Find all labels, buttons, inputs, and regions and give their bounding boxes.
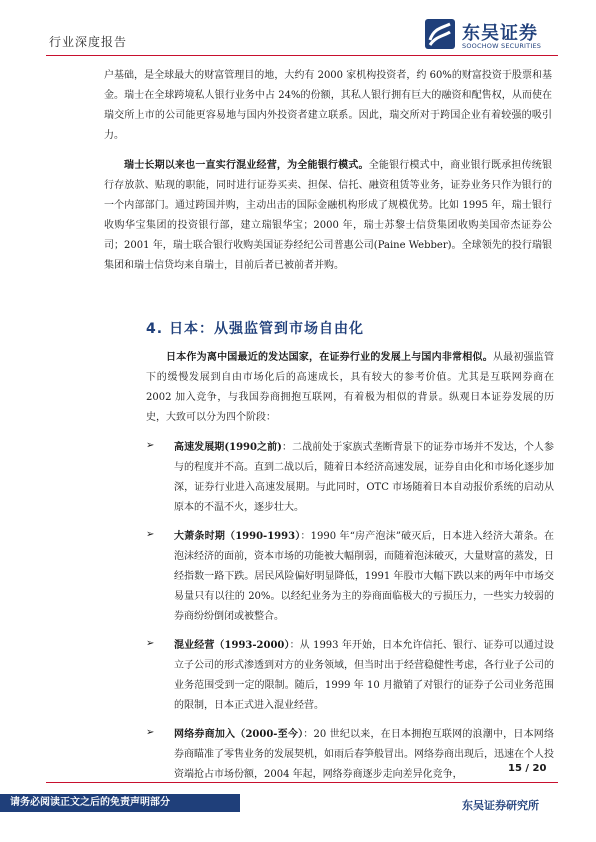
stage-description: ：二战前处于家族式垄断背景下的证券市场并不发达，个人参与的程度并不高。直到二战以后，随着日本经济高速发展，证券自由化和市场化逐步加深，证券行业进入高速发展期。与此同时，OTC 市场随着日本自动报价系统的启动从原本的不温不火，逐步壮大。: [174, 442, 555, 513]
intro-paragraph-2: [104, 156, 552, 276]
page-number: 15 / 20: [508, 763, 547, 774]
disclaimer-banner: 请务必阅读正文之后的免责声明部分: [0, 794, 240, 812]
stage-description: ：20 世纪以来，在日本拥抱互联网的浪潮中，日本网络券商瞄准了零售业务的发展契机，如雨后春笋般冒出。网络券商出现后，迅速在个人投资端抢占市场份额，2004 年起，网络券商逐步走向差异化竞争，: [174, 729, 555, 780]
logo-mark-icon: [424, 18, 456, 50]
section-number: 4.: [146, 321, 164, 337]
report-type-label: 行业深度报告: [49, 35, 128, 49]
company-logo: [424, 18, 556, 54]
stage-title: 网络券商加入（2000-至今）: [174, 729, 304, 740]
japan-content: [146, 348, 554, 794]
intro-paragraph-1: 户基础，是全球最大的财富管理目的地，大约有 2000 家机构投资者，约 60%的财富投资于股票和基金。瑞士在全球跨境私人银行业务中占 24%的份额，其私人银行拥有巨大的融资和配售权，从而使在瑞交所上市的公司能更容易地与国内外投资者建立联系。因此，瑞交所对于跨国企业有着较强的吸引力。: [104, 70, 552, 141]
footer-divider: [46, 782, 558, 783]
stage-item: [146, 438, 554, 518]
arrow-bullet-icon: ➢: [146, 638, 155, 649]
stage-item: [146, 636, 554, 716]
arrow-bullet-icon: ➢: [146, 529, 155, 540]
stage-description: ：从 1993 年开始，日本允许信托、银行、证券可以通过设立子公司的形式渗透到对方的业务领域，但当时出于经营稳健性考虑，各行业子公司的业务范围受到一定的限制。随后，1999 年 10 月撤销了对银行的证券子公司业务范围的限制，日本正式进入混业经营。: [174, 640, 554, 711]
intro-paragraph-2-lead: 瑞士长期以来也一直实行混业经营，为全能银行模式。: [124, 160, 369, 171]
institute-name: 东吴证券研究所: [462, 799, 539, 812]
arrow-bullet-icon: ➢: [146, 440, 155, 451]
japan-intro-body: 从最初强监管下的缓慢发展到自由市场化后的高速成长，具有较大的参考价值。尤其是互联网券商在 2002 加入竞争，与我国券商拥抱互联网，有着极为相似的背景。纵观日本证券发展的历史，大致可以分为四个阶段：: [146, 352, 555, 423]
header-divider: [46, 55, 558, 56]
logo-name: 东吴证券: [462, 23, 538, 44]
stage-title: 大萧条时期（1990-1993）: [174, 531, 301, 542]
arrow-bullet-icon: ➢: [146, 727, 155, 738]
japan-intro-lead: 日本作为离中国最近的发达国家，在证券行业的发展上与国内非常相似。: [166, 352, 493, 363]
intro-paragraph-2-body: 全能银行模式中，商业银行既承担传统银行存放款、贴现的职能，同时进行证券买卖、担保、信托、融资租赁等业务，证券业务只作为银行的一个内部部门。通过跨国并购，主动出击的国际金融机构形成了规模优势。比如 1995 年，瑞士银行收购华宝集团的投资银行部，建立瑞银华宝；2000 年，瑞士苏黎士信贷集团收购美国帝杰证券公司；2001 年，瑞士联合银行收购美国证券经纪公司普惠公司(Paine Webber)。全球领先的投行瑞银集团和瑞士信贷均来自瑞士，目前后者已被前者并购。: [104, 160, 553, 271]
stage-title: 高速发展期(1990之前): [174, 442, 282, 453]
stage-item: [146, 725, 554, 785]
section-heading: [146, 318, 364, 338]
logo-english-name: SOOCHOW SECURITIES: [462, 42, 542, 50]
japan-intro-paragraph: [146, 348, 554, 428]
stage-item: [146, 527, 554, 627]
intro-content: [104, 66, 552, 286]
stage-title: 混业经营（1993-2000）: [174, 640, 290, 651]
stage-description: ：1990 年“房产泡沫”破灭后，日本进入经济大萧条。在泡沫经济的面前，资本市场的功能被大幅削弱，而随着泡沫破灭，大量财富的蒸发，日经指数一路下跌。居民风险偏好明显降低，1991 年股市大幅下跌以来的两年中市场交易量只有以往的 20%。以经纪业务为主的券商面临极大的亏损压力，一些实力较弱的券商纷纷倒闭或被整合。: [174, 531, 554, 622]
section-title-text: 日本：从强监管到市场自由化: [169, 321, 365, 337]
